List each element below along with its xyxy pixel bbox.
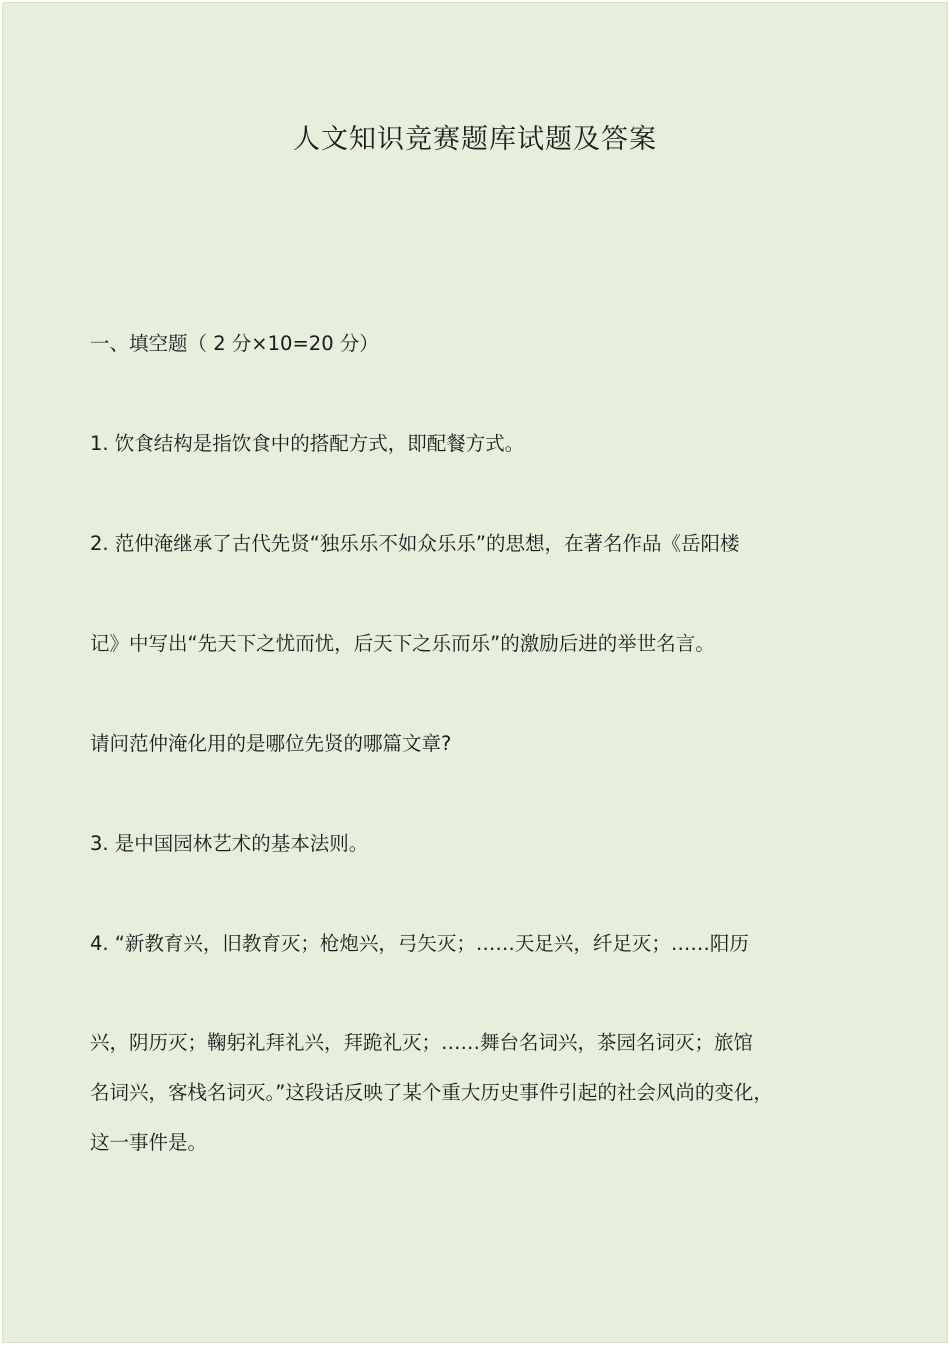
question-3: 3. 是中国园林艺术的基本法则。 <box>90 832 369 855</box>
question-4-line-2: 兴，阴历灭；鞠躬礼拜礼兴，拜跪礼灭；……舞台名词兴，茶园名词灭；旅馆 <box>90 1031 754 1054</box>
question-4-line-3: 名词兴，客栈名词灭。”这段话反映了某个重大历史事件引起的社会风尚的变化， <box>90 1081 773 1104</box>
question-2-line-1: 2. 范仲淹继承了古代先贤“独乐乐不如众乐乐”的思想，在著名作品《岳阳楼 <box>90 532 740 555</box>
question-2-line-2: 记》中写出“先天下之忧而忧，后天下之乐而乐”的激励后进的举世名言。 <box>90 632 715 655</box>
question-4-line-1: 4. “新教育兴，旧教育灭；枪炮兴，弓矢灭；……天足兴，纤足灭；……阳历 <box>90 932 749 955</box>
document-title: 人文知识竞赛题库试题及答案 <box>293 124 657 155</box>
question-1: 1. 饮食结构是指饮食中的搭配方式，即配餐方式。 <box>90 432 525 455</box>
question-4-line-4: 这一事件是。 <box>90 1131 208 1154</box>
section-heading: 一、填空题（ 2 分×10=20 分） <box>90 332 379 355</box>
question-2-line-3: 请问范仲淹化用的是哪位先贤的哪篇文章? <box>90 732 452 755</box>
